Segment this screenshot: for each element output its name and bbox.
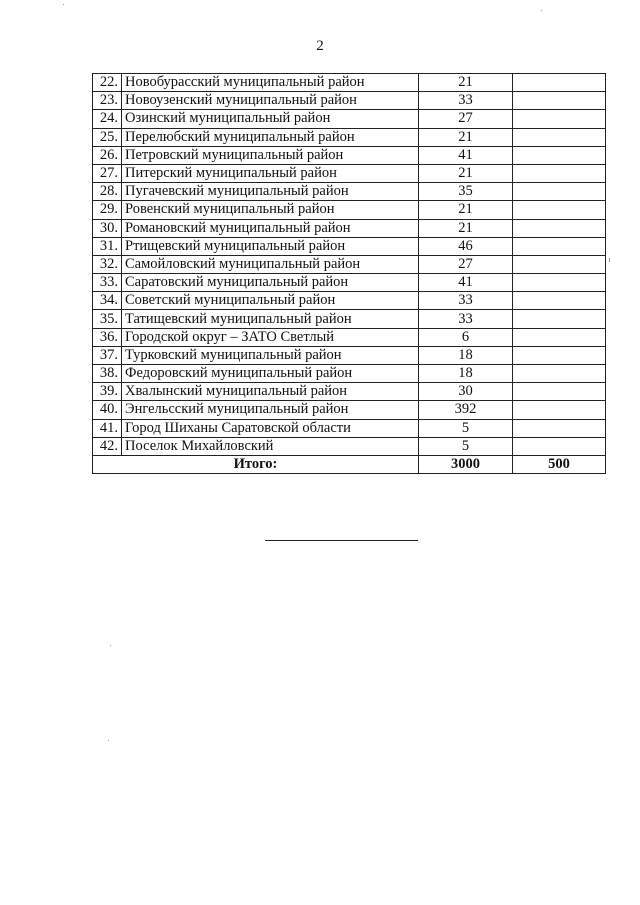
district-extra-value [513, 437, 606, 455]
districts-table [92, 73, 606, 474]
row-number: 28. [93, 183, 122, 201]
district-name: Озинский муниципальный район [122, 110, 419, 128]
row-number: 26. [93, 146, 122, 164]
district-extra-value [513, 383, 606, 401]
district-name: Саратовский муниципальный район [122, 274, 419, 292]
row-number: 40. [93, 401, 122, 419]
district-value: 35 [419, 183, 513, 201]
table-row [93, 164, 606, 182]
row-number: 25. [93, 128, 122, 146]
table-row [93, 237, 606, 255]
table-row [93, 437, 606, 455]
total-label: Итого: [93, 455, 419, 473]
district-extra-value [513, 274, 606, 292]
row-number: 41. [93, 419, 122, 437]
district-value: 18 [419, 346, 513, 364]
table-row [93, 346, 606, 364]
district-name: Турковский муниципальный район [122, 346, 419, 364]
district-value: 41 [419, 274, 513, 292]
table-row [93, 92, 606, 110]
district-extra-value [513, 183, 606, 201]
district-name: Романовский муниципальный район [122, 219, 419, 237]
row-number: 37. [93, 346, 122, 364]
district-extra-value [513, 365, 606, 383]
row-number: 29. [93, 201, 122, 219]
total-value: 3000 [419, 455, 513, 473]
district-extra-value [513, 292, 606, 310]
table-row [93, 255, 606, 273]
district-name: Питерский муниципальный район [122, 164, 419, 182]
table-row [93, 110, 606, 128]
district-extra-value [513, 74, 606, 92]
district-value: 33 [419, 292, 513, 310]
district-value: 5 [419, 419, 513, 437]
table-row [93, 310, 606, 328]
district-name: Ртищевский муниципальный район [122, 237, 419, 255]
closing-separator-line [265, 540, 418, 541]
table-row [93, 74, 606, 92]
row-number: 27. [93, 164, 122, 182]
district-name: Энгельсский муниципальный район [122, 401, 419, 419]
district-name: Новоузенский муниципальный район [122, 92, 419, 110]
district-extra-value [513, 328, 606, 346]
row-number: 34. [93, 292, 122, 310]
district-extra-value [513, 201, 606, 219]
district-name: Петровский муниципальный район [122, 146, 419, 164]
scan-speck [63, 4, 64, 5]
district-name: Татищевский муниципальный район [122, 310, 419, 328]
district-extra-value [513, 110, 606, 128]
district-name: Город Шиханы Саратовской области [122, 419, 419, 437]
district-name: Новобурасский муниципальный район [122, 74, 419, 92]
district-name: Федоровский муниципальный район [122, 365, 419, 383]
row-number: 24. [93, 110, 122, 128]
district-name: Пугачевский муниципальный район [122, 183, 419, 201]
row-number: 31. [93, 237, 122, 255]
total-row [93, 455, 606, 473]
district-value: 41 [419, 146, 513, 164]
row-number: 39. [93, 383, 122, 401]
table-row [93, 383, 606, 401]
district-extra-value [513, 237, 606, 255]
row-number: 42. [93, 437, 122, 455]
district-name: Городской округ – ЗАТО Светлый [122, 328, 419, 346]
district-value: 30 [419, 383, 513, 401]
scan-speck [609, 258, 610, 262]
row-number: 33. [93, 274, 122, 292]
district-name: Хвалынский муниципальный район [122, 383, 419, 401]
row-number: 22. [93, 74, 122, 92]
district-value: 6 [419, 328, 513, 346]
row-number: 35. [93, 310, 122, 328]
total-extra-value: 500 [513, 455, 606, 473]
table-row [93, 201, 606, 219]
table-body [93, 74, 606, 474]
district-name: Самойловский муниципальный район [122, 255, 419, 273]
district-value: 27 [419, 255, 513, 273]
district-value: 46 [419, 237, 513, 255]
table-row [93, 183, 606, 201]
district-value: 5 [419, 437, 513, 455]
district-extra-value [513, 164, 606, 182]
district-value: 33 [419, 92, 513, 110]
district-value: 27 [419, 110, 513, 128]
district-extra-value [513, 310, 606, 328]
district-extra-value [513, 128, 606, 146]
row-number: 30. [93, 219, 122, 237]
row-number: 32. [93, 255, 122, 273]
district-value: 21 [419, 164, 513, 182]
scan-speck [108, 740, 109, 741]
district-extra-value [513, 219, 606, 237]
district-value: 21 [419, 128, 513, 146]
district-name: Перелюбский муниципальный район [122, 128, 419, 146]
district-value: 18 [419, 365, 513, 383]
district-name: Поселок Михайловский [122, 437, 419, 455]
row-number: 36. [93, 328, 122, 346]
district-name: Советский муниципальный район [122, 292, 419, 310]
district-value: 21 [419, 201, 513, 219]
table-row [93, 274, 606, 292]
district-extra-value [513, 92, 606, 110]
district-value: 392 [419, 401, 513, 419]
district-extra-value [513, 255, 606, 273]
scan-speck [541, 10, 542, 11]
district-extra-value [513, 419, 606, 437]
district-extra-value [513, 401, 606, 419]
page-number: 2 [316, 38, 324, 54]
table-row [93, 128, 606, 146]
district-value: 33 [419, 310, 513, 328]
district-extra-value [513, 346, 606, 364]
district-name: Ровенский муниципальный район [122, 201, 419, 219]
district-value: 21 [419, 219, 513, 237]
table-row [93, 219, 606, 237]
table-row [93, 419, 606, 437]
table-row [93, 292, 606, 310]
row-number: 23. [93, 92, 122, 110]
table-row [93, 365, 606, 383]
table-row [93, 401, 606, 419]
table-row [93, 328, 606, 346]
district-extra-value [513, 146, 606, 164]
row-number: 38. [93, 365, 122, 383]
scan-speck [110, 645, 111, 646]
table-row [93, 146, 606, 164]
district-value: 21 [419, 74, 513, 92]
